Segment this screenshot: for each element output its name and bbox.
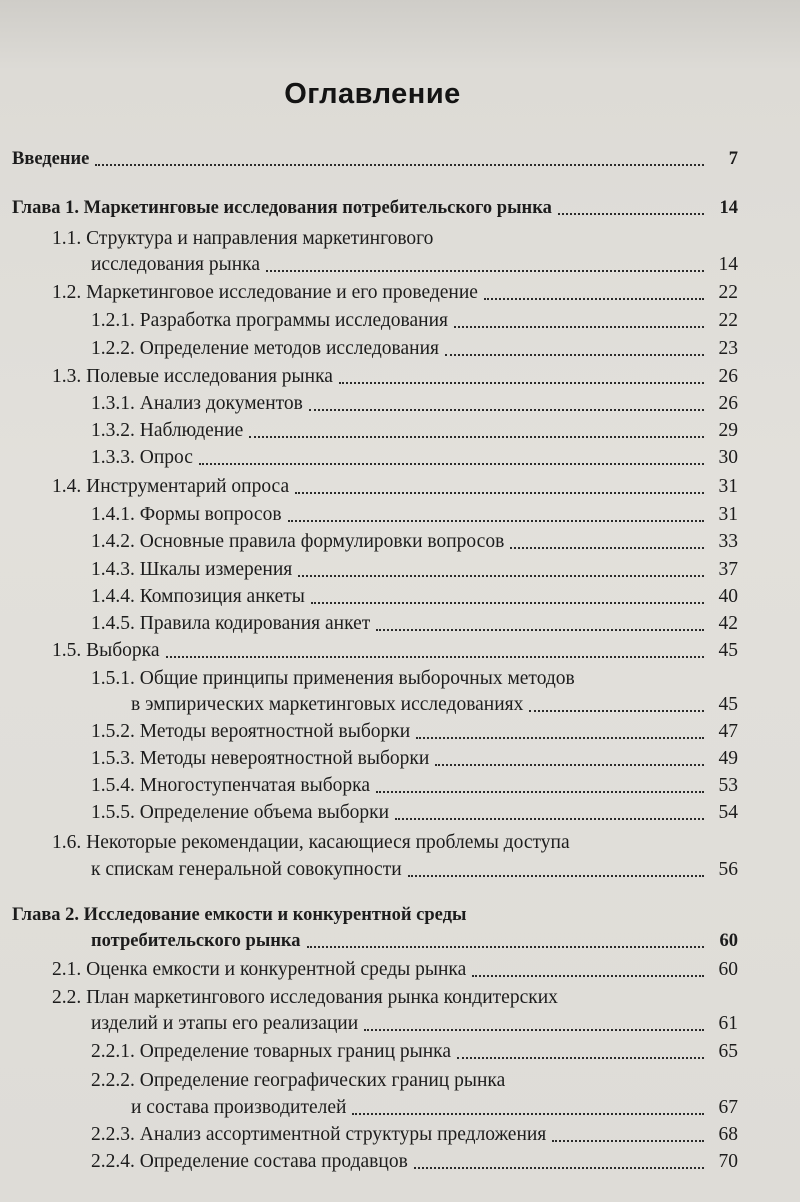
- toc-entry-1-5: [52, 638, 738, 664]
- leader-dots: [339, 382, 704, 384]
- toc-entry-text: 1.4.2. Основные правила формулировки вопросов: [91, 531, 505, 552]
- toc-entry-page: 26: [718, 366, 738, 387]
- leader-dots: [558, 213, 704, 215]
- toc-entry-page: 33: [718, 531, 738, 552]
- toc-entry-1-3-2: [91, 418, 738, 444]
- toc-entry-1-5-1-line1: 1.5.1. Общие принципы применения выборочных методов: [91, 668, 575, 689]
- toc-entry-text: 2.2.3. Анализ ассортиментной структуры предложения: [91, 1124, 547, 1145]
- leader-dots: [457, 1057, 704, 1059]
- toc-entry-text: 1.3.3. Опрос: [91, 447, 193, 468]
- toc-entry-1-2-1: [91, 308, 738, 334]
- toc-entry-text: изделий и этапы его реализации: [91, 1013, 359, 1034]
- toc-entry-page: 23: [718, 338, 738, 359]
- toc-entry-1-4-5: [91, 611, 738, 637]
- toc-entry-text: 2.2.1. Определение товарных границ рынка: [91, 1041, 452, 1062]
- toc-entry-page: 45: [718, 694, 738, 715]
- toc-entry-page: 61: [718, 1013, 738, 1034]
- toc-entry-1-4: [52, 474, 738, 500]
- toc-entry-1-3: [52, 364, 738, 390]
- toc-entry-page: 14: [718, 254, 738, 275]
- leader-dots: [472, 975, 704, 977]
- toc-entry-page: 26: [718, 393, 738, 414]
- toc-entry-page: 65: [718, 1041, 738, 1062]
- toc-entry-text: Введение: [12, 149, 90, 169]
- toc-entry-text: к спискам генеральной совокупности: [91, 859, 402, 880]
- toc-entry-text: 1.3. Полевые исследования рынка: [52, 366, 333, 387]
- toc-entry-text: 1.2.1. Разработка программы исследования: [91, 310, 448, 331]
- toc-entry-1-6: [91, 857, 738, 883]
- leader-dots: [510, 547, 704, 549]
- leader-dots: [376, 791, 704, 793]
- toc-entry-text: Глава 1. Маркетинговые исследования потребительского рынка: [12, 198, 552, 218]
- leader-dots: [199, 463, 704, 465]
- toc-entry-text: 1.3.1. Анализ документов: [91, 393, 303, 414]
- toc-entry-1-1: [91, 252, 738, 278]
- leader-dots: [311, 602, 704, 604]
- leader-dots: [408, 875, 704, 877]
- leader-dots: [416, 737, 704, 739]
- toc-entry-text: 1.4.1. Формы вопросов: [91, 504, 282, 525]
- toc-entry-1-5-3: [91, 746, 738, 772]
- toc-entry-page: 45: [718, 640, 738, 661]
- leader-dots: [298, 575, 704, 577]
- toc-entry-text: 1.4.3. Шкалы измерения: [91, 559, 293, 580]
- toc-entry-page: 60: [719, 931, 738, 951]
- leader-dots: [288, 520, 704, 522]
- toc-entry-page: 47: [718, 721, 738, 742]
- toc-entry-1-2: [52, 280, 738, 306]
- leader-dots: [552, 1140, 704, 1142]
- leader-dots: [352, 1113, 704, 1115]
- toc-entry-intro: [12, 146, 738, 172]
- toc-entry-page: 49: [718, 748, 738, 769]
- toc-entry-1-2-2: [91, 336, 738, 362]
- toc-entry-1-4-1: [91, 502, 738, 528]
- toc-entry-chapter-2: [91, 928, 738, 954]
- toc-entry-1-5-1: [131, 692, 738, 718]
- toc-entry-page: 31: [718, 504, 738, 525]
- toc-entry-text: 1.5. Выборка: [52, 640, 160, 661]
- toc-entry-1-4-3: [91, 557, 738, 583]
- leader-dots: [529, 710, 704, 712]
- toc-entry-1-5-4: [91, 773, 738, 799]
- toc-entry-2-2-2-line1: 2.2.2. Определение географических границ рынка: [91, 1070, 506, 1091]
- toc-entry-text: потребительского рынка: [91, 931, 301, 951]
- toc-entry-1-6-line1: 1.6. Некоторые рекомендации, касающиеся проблемы доступа: [52, 832, 570, 853]
- toc-entry-text: 1.2.2. Определение методов исследования: [91, 338, 439, 359]
- toc-entry-page: 56: [718, 859, 738, 880]
- toc-entry-1-5-5: [91, 800, 738, 826]
- toc-entry-text: в эмпирических маркетинговых исследованиях: [131, 694, 524, 715]
- toc-entry-chapter-2-line1: Глава 2. Исследование емкости и конкурентной среды: [12, 905, 467, 925]
- toc-entry-text: исследования рынка: [91, 254, 260, 275]
- toc-entry-text: 2.1. Оценка емкости и конкурентной среды рынка: [52, 959, 467, 980]
- toc-entry-page: 30: [718, 447, 738, 468]
- leader-dots: [395, 818, 704, 820]
- toc-entry-text: 1.4.5. Правила кодирования анкет: [91, 613, 371, 634]
- toc-entry-page: 22: [718, 310, 738, 331]
- toc-entry-page: 7: [728, 149, 738, 169]
- leader-dots: [376, 629, 704, 631]
- toc-entry-1-5-2: [91, 719, 738, 745]
- toc-entry-1-1-line1: 1.1. Структура и направления маркетингового: [52, 228, 434, 249]
- toc-entry-1-3-3: [91, 445, 738, 471]
- toc-entry-page: 14: [719, 198, 738, 218]
- leader-dots: [307, 946, 704, 948]
- toc-entry-text: 1.2. Маркетинговое исследование и его проведение: [52, 282, 478, 303]
- toc-entry-page: 67: [718, 1097, 738, 1118]
- toc-entry-text: 1.5.5. Определение объема выборки: [91, 802, 390, 823]
- leader-dots: [309, 409, 704, 411]
- toc-entry-2-1: [52, 957, 738, 983]
- toc-entry-text: и состава производителей: [131, 1097, 347, 1118]
- toc-entry-1-4-2: [91, 529, 738, 555]
- toc-entry-2-2-4: [91, 1149, 738, 1175]
- toc-entry-text: 2.2.4. Определение состава продавцов: [91, 1151, 408, 1172]
- toc-entry-2-2-2: [131, 1095, 738, 1121]
- leader-dots: [414, 1167, 704, 1169]
- toc-entry-page: 42: [718, 613, 738, 634]
- toc-entry-page: 29: [718, 420, 738, 441]
- toc-entry-2-2: [91, 1011, 738, 1037]
- toc-entry-page: 70: [718, 1151, 738, 1172]
- toc-entry-page: 37: [718, 559, 738, 580]
- toc-entry-2-2-1: [91, 1039, 738, 1065]
- toc-entry-1-3-1: [91, 391, 738, 417]
- page-title: Оглавление: [284, 78, 461, 110]
- toc-entry-text: 1.5.3. Методы невероятностной выборки: [91, 748, 430, 769]
- toc-entry-1-4-4: [91, 584, 738, 610]
- leader-dots: [166, 656, 705, 658]
- toc-entry-page: 40: [718, 586, 738, 607]
- toc-entry-page: 54: [718, 802, 738, 823]
- toc-entry-page: 68: [718, 1124, 738, 1145]
- toc-entry-text: 1.4.4. Композиция анкеты: [91, 586, 305, 607]
- toc-entry-page: 31: [718, 476, 738, 497]
- toc-entry-2-2-3: [91, 1122, 738, 1148]
- toc-entry-chapter-1: [12, 195, 738, 221]
- leader-dots: [435, 764, 704, 766]
- toc-entry-page: 22: [718, 282, 738, 303]
- leader-dots: [95, 164, 704, 166]
- toc-entry-text: 1.5.4. Многоступенчатая выборка: [91, 775, 370, 796]
- leader-dots: [249, 436, 704, 438]
- leader-dots: [445, 354, 704, 356]
- toc-entry-page: 60: [718, 959, 738, 980]
- toc-entry-text: 1.5.2. Методы вероятностной выборки: [91, 721, 411, 742]
- toc-entry-text: 1.4. Инструментарий опроса: [52, 476, 290, 497]
- leader-dots: [295, 492, 704, 494]
- leader-dots: [364, 1029, 704, 1031]
- toc-entry-page: 53: [718, 775, 738, 796]
- toc-entry-text: 1.3.2. Наблюдение: [91, 420, 244, 441]
- leader-dots: [454, 326, 704, 328]
- leader-dots: [484, 298, 704, 300]
- leader-dots: [266, 270, 704, 272]
- page-top-shadow: [0, 0, 800, 70]
- toc-entry-2-2-line1: 2.2. План маркетингового исследования рынка кондитерских: [52, 987, 558, 1008]
